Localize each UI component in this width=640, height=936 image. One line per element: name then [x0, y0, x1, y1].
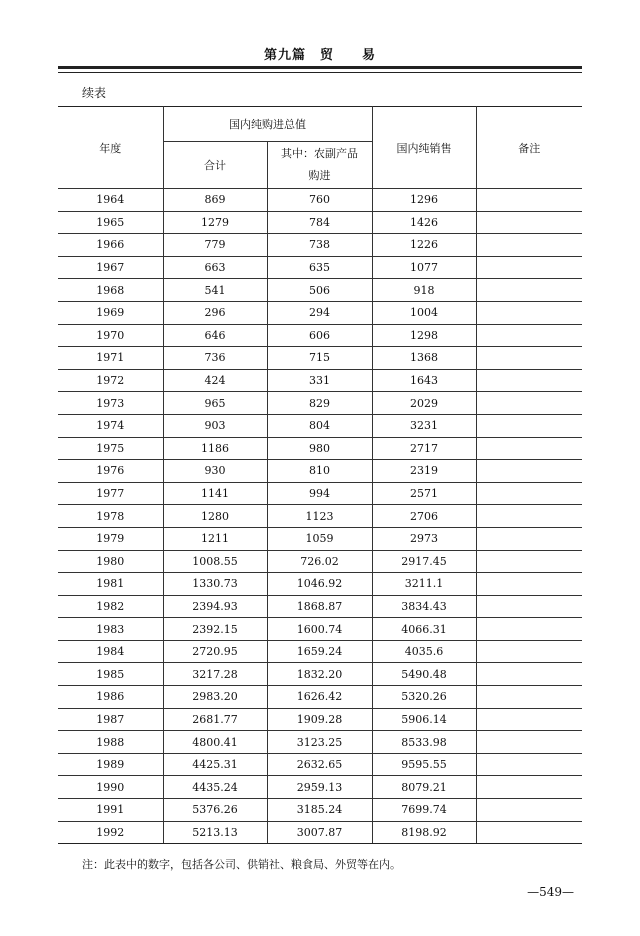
table-row [58, 595, 582, 618]
cell-notes [476, 527, 582, 550]
col-header-year: 年度 [58, 107, 163, 189]
cell-year: 1964 [58, 189, 163, 212]
cell-total: 1186 [163, 437, 267, 460]
cell-year: 1990 [58, 776, 163, 799]
cell-notes [476, 821, 582, 844]
table-row [58, 189, 582, 212]
table-row [58, 708, 582, 731]
cell-year: 1970 [58, 324, 163, 347]
cell-notes [476, 460, 582, 483]
cell-notes [476, 550, 582, 573]
cell-sales: 918 [372, 279, 476, 302]
cell-sales: 2029 [372, 392, 476, 415]
cell-sales: 1643 [372, 369, 476, 392]
cell-year: 1969 [58, 301, 163, 324]
table-row [58, 821, 582, 844]
cell-agri: 829 [267, 392, 372, 415]
cell-total: 5376.26 [163, 799, 267, 822]
col-header-agri-line1: 其中：农副产品 [281, 147, 358, 160]
cell-notes [476, 505, 582, 528]
cell-notes [476, 347, 582, 370]
cell-agri: 3007.87 [267, 821, 372, 844]
cell-sales: 3211.1 [372, 573, 476, 596]
cell-year: 1978 [58, 505, 163, 528]
cell-total: 1141 [163, 482, 267, 505]
table-row [58, 392, 582, 415]
cell-total: 2983.20 [163, 686, 267, 709]
cell-total: 1279 [163, 211, 267, 234]
cell-sales: 5320.26 [372, 686, 476, 709]
cell-agri: 994 [267, 482, 372, 505]
cell-total: 424 [163, 369, 267, 392]
cell-sales: 1296 [372, 189, 476, 212]
cell-notes [476, 324, 582, 347]
cell-total: 1330.73 [163, 573, 267, 596]
cell-sales: 1226 [372, 234, 476, 257]
cell-agri: 331 [267, 369, 372, 392]
cell-year: 1977 [58, 482, 163, 505]
cell-sales: 3231 [372, 414, 476, 437]
cell-agri: 1626.42 [267, 686, 372, 709]
table-row [58, 279, 582, 302]
cell-agri: 1909.28 [267, 708, 372, 731]
cell-agri: 726.02 [267, 550, 372, 573]
cell-notes [476, 482, 582, 505]
cell-sales: 2717 [372, 437, 476, 460]
table-row [58, 663, 582, 686]
header-rule-thin [58, 72, 582, 73]
cell-year: 1974 [58, 414, 163, 437]
cell-year: 1982 [58, 595, 163, 618]
table-row [58, 753, 582, 776]
cell-total: 903 [163, 414, 267, 437]
cell-notes [476, 595, 582, 618]
cell-total: 646 [163, 324, 267, 347]
cell-year: 1965 [58, 211, 163, 234]
cell-sales: 3834.43 [372, 595, 476, 618]
table-row [58, 256, 582, 279]
cell-agri: 784 [267, 211, 372, 234]
cell-agri: 980 [267, 437, 372, 460]
cell-notes [476, 753, 582, 776]
cell-total: 2720.95 [163, 640, 267, 663]
page-number: —549— [527, 885, 574, 899]
cell-year: 1983 [58, 618, 163, 641]
table-row [58, 640, 582, 663]
table-row [58, 460, 582, 483]
cell-total: 4800.41 [163, 731, 267, 754]
table-row [58, 550, 582, 573]
cell-agri: 1059 [267, 527, 372, 550]
cell-total: 1280 [163, 505, 267, 528]
cell-year: 1987 [58, 708, 163, 731]
cell-notes [476, 686, 582, 709]
cell-sales: 8198.92 [372, 821, 476, 844]
table-row [58, 347, 582, 370]
cell-sales: 5490.48 [372, 663, 476, 686]
cell-year: 1979 [58, 527, 163, 550]
cell-year: 1991 [58, 799, 163, 822]
table-row [58, 799, 582, 822]
cell-sales: 1426 [372, 211, 476, 234]
col-header-total-purchase: 国内纯购进总值 [163, 107, 372, 142]
cell-sales: 2706 [372, 505, 476, 528]
table-row [58, 369, 582, 392]
cell-total: 3217.28 [163, 663, 267, 686]
cell-year: 1966 [58, 234, 163, 257]
cell-year: 1972 [58, 369, 163, 392]
cell-sales: 8079.21 [372, 776, 476, 799]
col-header-agri [267, 142, 372, 189]
cell-sales: 4066.31 [372, 618, 476, 641]
cell-agri: 2959.13 [267, 776, 372, 799]
cell-year: 1986 [58, 686, 163, 709]
cell-year: 1968 [58, 279, 163, 302]
cell-agri: 506 [267, 279, 372, 302]
cell-notes [476, 618, 582, 641]
cell-agri: 810 [267, 460, 372, 483]
cell-sales: 2319 [372, 460, 476, 483]
cell-total: 2392.15 [163, 618, 267, 641]
cell-year: 1971 [58, 347, 163, 370]
cell-agri: 1868.87 [267, 595, 372, 618]
table-row [58, 686, 582, 709]
cell-year: 1985 [58, 663, 163, 686]
cell-notes [476, 256, 582, 279]
cell-year: 1992 [58, 821, 163, 844]
table-row [58, 301, 582, 324]
table-footnote: 注：此表中的数字，包括各公司、供销社、粮食局、外贸等在内。 [82, 858, 401, 871]
cell-total: 965 [163, 392, 267, 415]
cell-total: 1211 [163, 527, 267, 550]
table-row [58, 527, 582, 550]
cell-sales: 2973 [372, 527, 476, 550]
page-header-title: 第九篇 贸 易 [263, 48, 376, 63]
cell-total: 779 [163, 234, 267, 257]
cell-agri: 3185.24 [267, 799, 372, 822]
cell-sales: 7699.74 [372, 799, 476, 822]
cell-total: 869 [163, 189, 267, 212]
cell-notes [476, 731, 582, 754]
cell-total: 1008.55 [163, 550, 267, 573]
cell-total: 930 [163, 460, 267, 483]
cell-notes [476, 211, 582, 234]
cell-agri: 2632.65 [267, 753, 372, 776]
cell-agri: 1832.20 [267, 663, 372, 686]
cell-total: 5213.13 [163, 821, 267, 844]
cell-notes [476, 189, 582, 212]
cell-sales: 1368 [372, 347, 476, 370]
cell-agri: 804 [267, 414, 372, 437]
header-rule-thick [58, 66, 582, 69]
cell-sales: 4035.6 [372, 640, 476, 663]
continued-label: 续表 [82, 86, 107, 100]
cell-notes [476, 437, 582, 460]
cell-notes [476, 776, 582, 799]
cell-total: 2394.93 [163, 595, 267, 618]
table-row [58, 776, 582, 799]
cell-total: 296 [163, 301, 267, 324]
cell-agri: 294 [267, 301, 372, 324]
cell-year: 1984 [58, 640, 163, 663]
cell-notes [476, 663, 582, 686]
cell-sales: 5906.14 [372, 708, 476, 731]
table-row [58, 482, 582, 505]
cell-year: 1980 [58, 550, 163, 573]
cell-total: 2681.77 [163, 708, 267, 731]
cell-agri: 1123 [267, 505, 372, 528]
cell-agri: 715 [267, 347, 372, 370]
cell-notes [476, 640, 582, 663]
col-header-sales: 国内纯销售 [372, 107, 476, 189]
cell-year: 1976 [58, 460, 163, 483]
table-row [58, 573, 582, 596]
cell-sales: 9595.55 [372, 753, 476, 776]
cell-agri: 1046.92 [267, 573, 372, 596]
cell-sales: 2571 [372, 482, 476, 505]
cell-total: 4425.31 [163, 753, 267, 776]
cell-year: 1989 [58, 753, 163, 776]
cell-year: 1988 [58, 731, 163, 754]
table-row [58, 324, 582, 347]
table-row [58, 437, 582, 460]
cell-notes [476, 279, 582, 302]
table-row [58, 618, 582, 641]
cell-notes [476, 369, 582, 392]
cell-sales: 1298 [372, 324, 476, 347]
cell-notes [476, 392, 582, 415]
table-row [58, 731, 582, 754]
cell-agri: 3123.25 [267, 731, 372, 754]
cell-sales: 1077 [372, 256, 476, 279]
cell-total: 541 [163, 279, 267, 302]
cell-notes [476, 234, 582, 257]
cell-notes [476, 414, 582, 437]
cell-year: 1975 [58, 437, 163, 460]
cell-agri: 760 [267, 189, 372, 212]
statistics-table [58, 106, 582, 844]
cell-year: 1967 [58, 256, 163, 279]
cell-agri: 738 [267, 234, 372, 257]
table-body [58, 189, 582, 844]
col-header-notes: 备注 [476, 107, 582, 189]
cell-total: 4435.24 [163, 776, 267, 799]
cell-agri: 606 [267, 324, 372, 347]
col-header-total: 合计 [163, 142, 267, 189]
cell-notes [476, 708, 582, 731]
table-row [58, 211, 582, 234]
cell-sales: 2917.45 [372, 550, 476, 573]
cell-total: 736 [163, 347, 267, 370]
table-row [58, 414, 582, 437]
cell-notes [476, 573, 582, 596]
cell-agri: 1600.74 [267, 618, 372, 641]
table-row [58, 505, 582, 528]
cell-sales: 1004 [372, 301, 476, 324]
cell-agri: 1659.24 [267, 640, 372, 663]
cell-notes [476, 799, 582, 822]
cell-year: 1981 [58, 573, 163, 596]
table-row [58, 234, 582, 257]
cell-total: 663 [163, 256, 267, 279]
cell-agri: 635 [267, 256, 372, 279]
col-header-agri-line2: 购进 [308, 169, 331, 182]
cell-year: 1973 [58, 392, 163, 415]
cell-notes [476, 301, 582, 324]
cell-sales: 8533.98 [372, 731, 476, 754]
